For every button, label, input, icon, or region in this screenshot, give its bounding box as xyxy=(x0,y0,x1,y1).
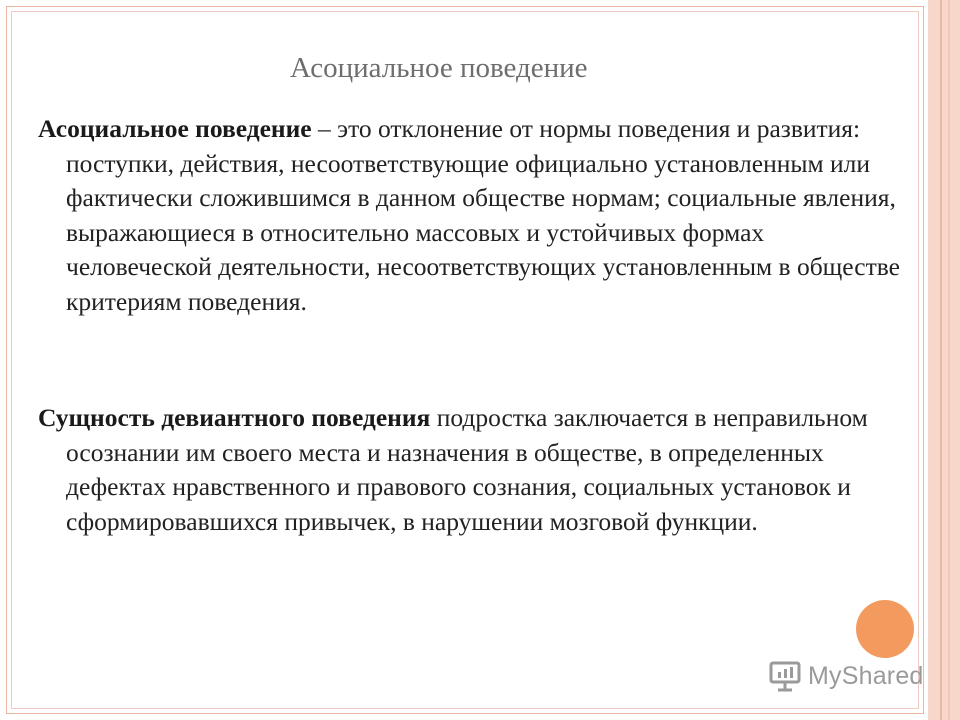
definition-term: Асоциальное поведение xyxy=(38,114,312,143)
myshared-watermark[interactable] xyxy=(768,656,924,696)
watermark-label: MyShared xyxy=(808,661,924,690)
decorative-right-band xyxy=(928,0,960,720)
essence-text: подростка заключается в неправильном осознании им своего места и назначения в обществе, в определенных дефектах нравственного и правового сознания, социальных установок и сформировавшихся привычек, в нарушении мозговой функции. xyxy=(66,403,868,536)
presentation-board-icon xyxy=(768,659,802,693)
essence-term: Сущность девиантного поведения xyxy=(38,403,431,432)
definition-text: – это отклонение от нормы поведения и развития: поступки, действия, несоответствующие официально установленным или фактически сложившимся в данном обществе нормам; социальные явления, выражающиеся в относительно массовых и устойчивых формах человеческой деятельности, несоответствующих установленным в обществе критериям поведения. xyxy=(66,114,900,316)
essence-paragraph xyxy=(38,401,906,539)
decorative-orange-circle xyxy=(856,600,914,658)
slide-title: Асоциальное поведение xyxy=(290,52,588,84)
definition-paragraph xyxy=(38,112,906,320)
